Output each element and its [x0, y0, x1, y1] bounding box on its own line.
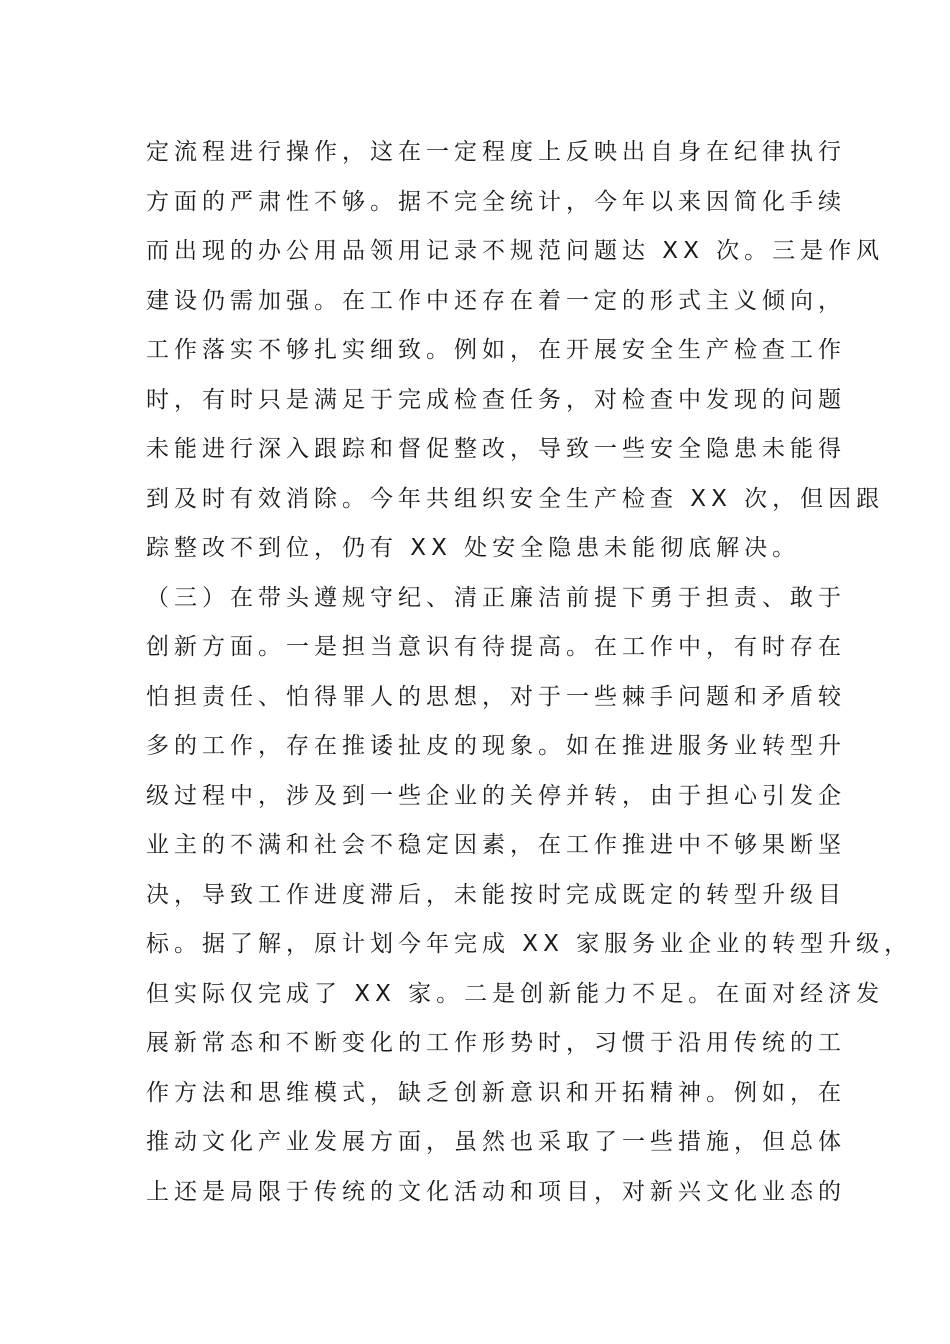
text-line: 踪整改不到位，仍有 XX 处安全隐患未能彻底解决。 — [146, 535, 801, 561]
text-line: 建设仍需加强。在工作中还存在着一定的形式主义倾向， — [146, 287, 846, 314]
text-line: 展新常态和不断变化的工作形势时，习惯于沿用传统的工 — [146, 1030, 846, 1056]
text-line: 多的工作，存在推诿扯皮的现象。如在推进服务业转型升 — [146, 733, 846, 759]
text-line: 推动文化产业发展方面，虽然也采取了一些措施，但总体 — [146, 1129, 846, 1155]
text-line: 怕担责任、怕得罪人的思想，对于一些棘手问题和矛盾较 — [146, 683, 846, 710]
text-line: 定流程进行操作，这在一定程度上反映出自身在纪律执行 — [146, 139, 846, 165]
text-line: 上还是局限于传统的文化活动和项目，对新兴文化业态的 — [146, 1178, 846, 1205]
section-heading-line: （三）在带头遵规守纪、清正廉洁前提下勇于担责、敢于 — [146, 584, 846, 611]
text-line: 但实际仅完成了 XX 家。二是创新能力不足。在面对经济发 — [146, 980, 885, 1007]
text-line: 标。据了解，原计划今年完成 XX 家服务业企业的转型升级， — [146, 931, 913, 957]
text-line: 业主的不满和社会不稳定因素，在工作推进中不够果断坚 — [146, 832, 846, 858]
text-line: 到及时有效消除。今年共组织安全生产检查 XX 次，但因跟 — [146, 485, 885, 512]
body-text — [146, 128, 913, 1217]
text-line: 创新方面。一是担当意识有待提高。在工作中，有时存在 — [146, 634, 846, 660]
text-line: 工作落实不够扎实细致。例如，在开展安全生产检查工作 — [146, 337, 846, 363]
text-line: 未能进行深入跟踪和督促整改，导致一些安全隐患未能得 — [146, 436, 846, 462]
text-line: 决，导致工作进度滞后，未能按时完成既定的转型升级目 — [146, 881, 846, 908]
text-line: 作方法和思维模式，缺乏创新意识和开拓精神。例如，在 — [146, 1079, 846, 1106]
text-line: 级过程中，涉及到一些企业的关停并转，由于担心引发企 — [146, 782, 846, 809]
text-line: 时，有时只是满足于完成检查任务，对检查中发现的问题 — [146, 386, 846, 413]
text-line: 方面的严肃性不够。据不完全统计，今年以来因简化手续 — [146, 188, 846, 215]
text-line: 而出现的办公用品领用记录不规范问题达 XX 次。三是作风 — [146, 238, 885, 264]
